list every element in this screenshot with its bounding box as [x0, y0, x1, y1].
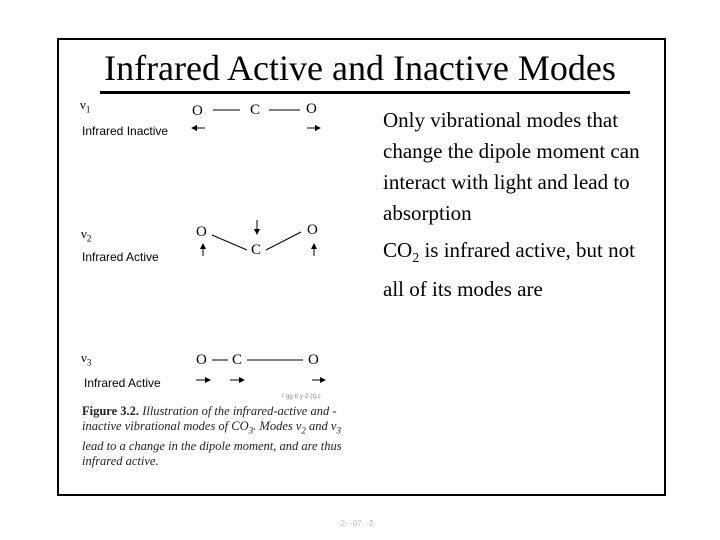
mode3-label: Infrared Active	[84, 376, 161, 390]
mode1-oxygen-right: O	[306, 101, 317, 117]
mode3-carbon: C	[232, 352, 243, 368]
footer-slide-number: ·2· ·07· ·2·	[338, 519, 377, 528]
mode1-symbol: $\nu_1$	[80, 97, 91, 115]
body-paragraph-co2: $CO_2$ is infrared active, but not all of its modes are	[383, 238, 635, 302]
mode2-symbol: $\nu_2$	[81, 226, 92, 244]
figure-number: Figure 3.2.	[82, 404, 140, 418]
body-paragraph-dipole: Only vibrational modes that change the dipole moment can interact with light and lead to absorption	[383, 108, 640, 225]
mode2-oxygen-left: O	[196, 224, 207, 240]
slide-title: Infrared Active and Inactive Modes	[104, 48, 616, 88]
mode1-carbon: C	[250, 102, 261, 118]
mode2-bond-right	[266, 232, 301, 250]
mode2-bond-left	[212, 235, 247, 250]
mode1-label: Infrared Inactive	[82, 124, 169, 138]
scan-artifact-text: r·gg·b·y·2·(t).c	[282, 394, 321, 400]
mode2-label: Infrared Active	[82, 250, 159, 264]
mode3-symbol: $\nu_3$	[81, 350, 92, 368]
mode1-oxygen-left: O	[192, 103, 203, 119]
figure-caption: Figure 3.2. Illustration of the infrared-active and -inactive vibrational modes of $CO_3$. Modes $\nu_2$ and $\nu_3$ lead to a change in the dipole moment, and are thus infrared active.	[82, 404, 342, 468]
mode3-oxygen-right: O	[308, 352, 319, 368]
mode3-oxygen-left: O	[196, 352, 207, 368]
slide-body-text	[383, 105, 653, 311]
mode2-oxygen-right: O	[307, 222, 318, 238]
mode2-carbon: C	[251, 242, 262, 258]
